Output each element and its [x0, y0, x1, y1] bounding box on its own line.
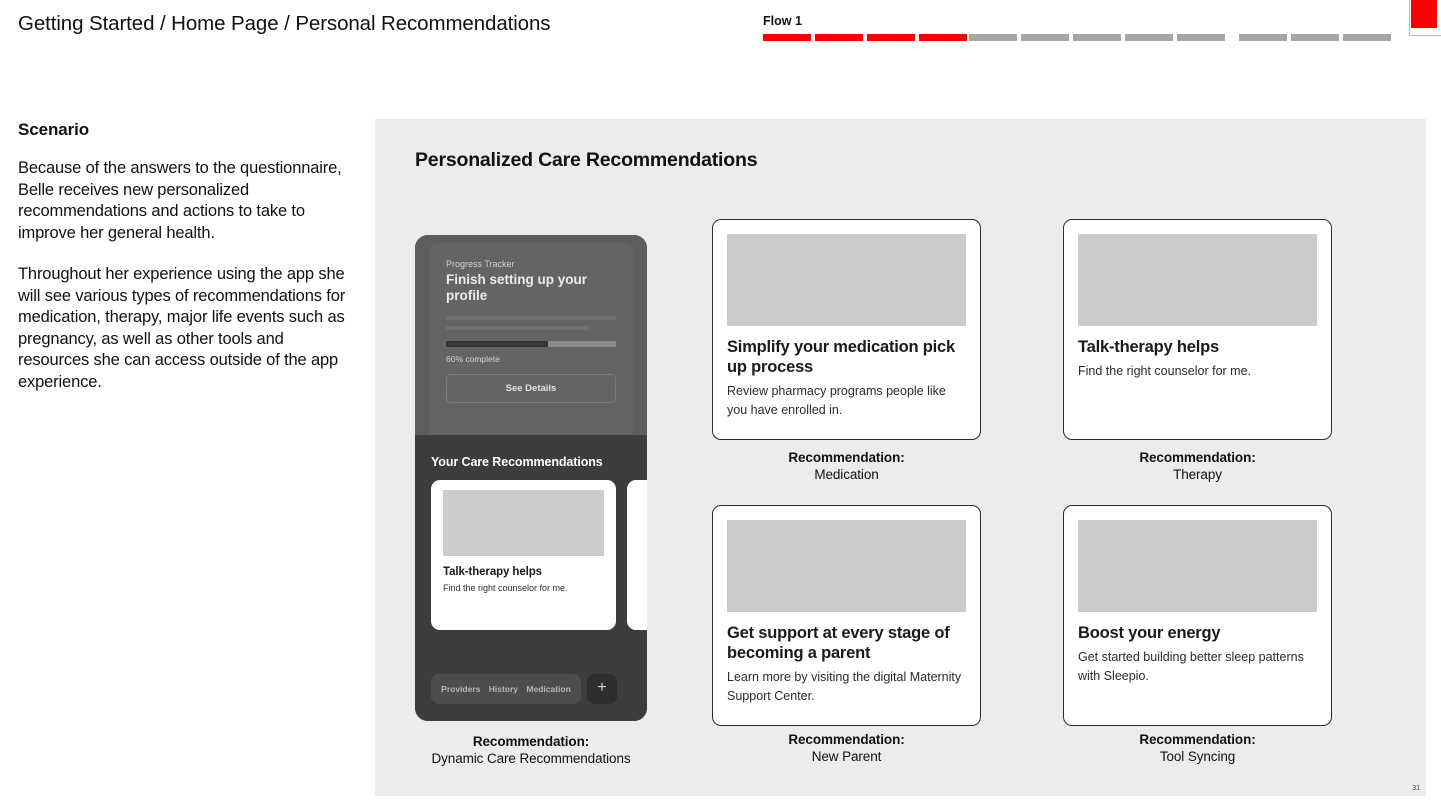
phone-caption [415, 734, 647, 767]
flow-segment[interactable] [1125, 34, 1173, 41]
card-caption-value: Tool Syncing [1159, 748, 1236, 764]
card-title: Simplify your medication pick up process [727, 338, 956, 376]
phone-recommendation-card[interactable] [431, 480, 616, 630]
card-caption-medication [712, 450, 981, 483]
flow-segment[interactable] [1239, 34, 1287, 41]
card-title: Get support at every stage of becoming a parent [727, 624, 950, 662]
progress-percent-label: 60% complete [446, 354, 500, 364]
scenario-heading: Scenario [18, 120, 90, 139]
card-caption-label: Recommendation: [788, 450, 905, 465]
card-title: Boost your energy [1078, 624, 1221, 642]
image-placeholder [1078, 234, 1317, 326]
card-subtitle: Learn more by visiting the digital Maternity Support Center. [727, 670, 962, 703]
phone-content-area [415, 435, 647, 721]
flow-segment[interactable] [969, 34, 1017, 41]
nav-item-history[interactable]: History [488, 684, 519, 694]
page-number: 31 [1412, 785, 1420, 792]
scenario-column [18, 120, 348, 413]
phone-recommendation-card-next[interactable] [627, 480, 647, 630]
card-subtitle: Get started building better sleep patterns with Sleepio. [1078, 650, 1304, 683]
breadcrumb: Getting Started / Home Page / Personal Recommendations [18, 12, 551, 35]
corner-guide-line-vertical [1409, 0, 1410, 36]
phone-card-title: Talk-therapy helps [443, 566, 542, 578]
card-caption-therapy [1063, 450, 1332, 483]
corner-guide-line-horizontal [1409, 35, 1441, 36]
progress-tracker-eyebrow: Progress Tracker [446, 259, 515, 269]
card-caption-label: Recommendation: [1139, 732, 1256, 747]
progress-bar [446, 341, 616, 347]
flow-segment[interactable] [763, 34, 811, 41]
placeholder-line [446, 316, 616, 320]
card-caption-value: New Parent [811, 748, 882, 764]
nav-item-providers[interactable]: Providers [441, 684, 481, 694]
phone-card-subtitle: Find the right counselor for me. [443, 583, 568, 593]
phone-bottom-nav[interactable] [431, 674, 581, 704]
page-title: Personalized Care Recommendations [415, 149, 758, 171]
image-placeholder [443, 490, 604, 556]
flow-progress-indicator [750, 14, 1400, 41]
card-subtitle: Review pharmacy programs people like you have enrolled in. [727, 384, 946, 417]
top-bar [0, 0, 1441, 58]
stage-panel [375, 119, 1426, 796]
flow-segment[interactable] [919, 34, 967, 41]
card-caption-value: Therapy [1173, 466, 1222, 482]
flow-segment[interactable] [1073, 34, 1121, 41]
recommendation-card-tool-syncing[interactable] [1063, 505, 1332, 726]
see-details-button[interactable]: See Details [446, 374, 616, 403]
phone-dimmed-top-area [415, 235, 647, 435]
scenario-paragraph-1: Because of the answers to the questionnaire, Belle receives new personalized recommendations and actions to take to improve her general health. [18, 159, 342, 242]
flow-segment[interactable] [815, 34, 863, 41]
flow-label: Flow 1 [763, 14, 802, 28]
card-caption-label: Recommendation: [788, 732, 905, 747]
recommendation-card-new-parent[interactable] [712, 505, 981, 726]
progress-tracker-title: Finish setting up your profile [446, 272, 587, 303]
card-caption-tool-syncing [1063, 732, 1332, 765]
flow-segment[interactable] [867, 34, 915, 41]
card-caption-label: Recommendation: [1139, 450, 1256, 465]
phone-mockup [415, 235, 647, 721]
card-caption-new-parent [712, 732, 981, 765]
flow-group-1 [763, 34, 967, 41]
card-title: Talk-therapy helps [1078, 338, 1219, 356]
placeholder-line [446, 326, 589, 330]
flow-group-3 [1239, 34, 1391, 41]
card-subtitle: Find the right counselor for me. [1078, 364, 1251, 378]
flow-segment[interactable] [1021, 34, 1069, 41]
phone-caption-value: Dynamic Care Recommendations [431, 750, 631, 766]
image-placeholder [727, 520, 966, 612]
recommendation-card-therapy[interactable] [1063, 219, 1332, 440]
flow-segment[interactable] [1343, 34, 1391, 41]
phone-caption-label: Recommendation: [472, 734, 590, 749]
care-recommendations-heading: Your Care Recommendations [431, 455, 603, 469]
image-placeholder [727, 234, 966, 326]
flow-segment[interactable] [1177, 34, 1225, 41]
flow-group-2 [969, 34, 1225, 41]
progress-tracker-card[interactable] [429, 243, 633, 455]
corner-red-marker [1411, 0, 1437, 28]
card-caption-value: Medication [814, 466, 879, 482]
flow-track [750, 34, 1400, 41]
flow-segment[interactable] [1291, 34, 1339, 41]
scenario-paragraph-2: Throughout her experience using the app she will see various types of recommendations for medication, therapy, major life events such as pregnancy, as well as other tools and resources she can access outside of the app experience. [18, 265, 346, 391]
add-button[interactable]: + [587, 674, 617, 704]
nav-item-medication[interactable]: Medication [526, 684, 571, 694]
image-placeholder [1078, 520, 1317, 612]
recommendation-card-medication[interactable] [712, 219, 981, 440]
